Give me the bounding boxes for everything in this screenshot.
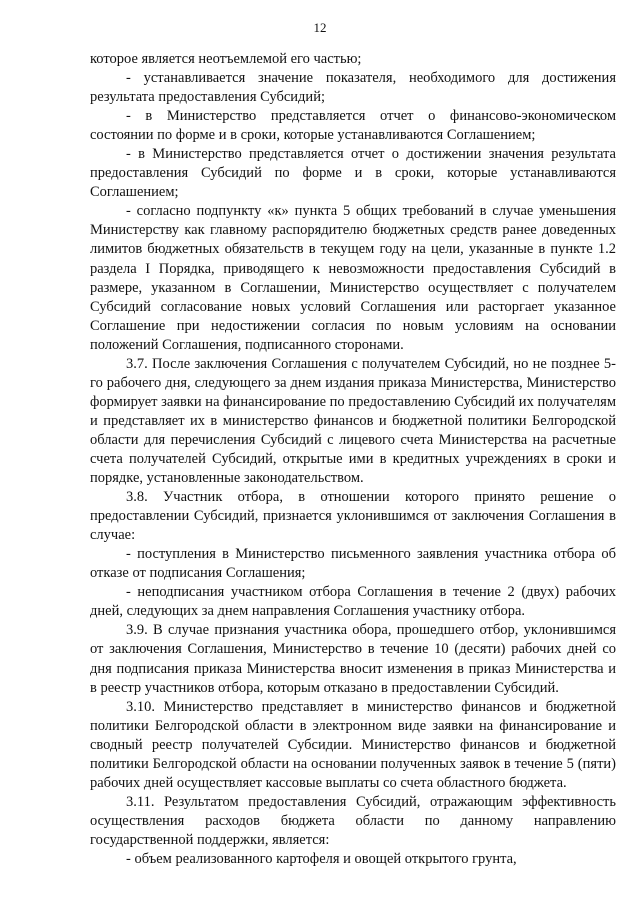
document-body	[90, 50, 616, 869]
paragraph-clause-3-8: 3.8. Участник отбора, в отношении которого принято решение о предоставлении Субсидий, признается уклонившимся от заключения Соглашения в случае:	[90, 489, 616, 544]
paragraph: - поступления в Министерство письменного заявления участника отбора об отказе от подписания Соглашения;	[90, 546, 616, 582]
paragraph: - устанавливается значение показателя, необходимого для достижения результата предоставления Субсидий;	[90, 70, 616, 106]
paragraph: которое является неотъемлемой его частью;	[90, 51, 362, 67]
paragraph: - в Министерство представляется отчет о финансово-экономическом состоянии по форме и в сроки, которые устанавливаются Соглашением;	[90, 108, 616, 144]
paragraph-clause-3-11: 3.11. Результатом предоставления Субсидий, отражающим эффективность осуществления расходов бюджета области по данному направлению государственной поддержки, является:	[90, 793, 616, 848]
page-number: 12	[313, 20, 327, 35]
paragraph: - в Министерство представляется отчет о достижении значения результата предоставления Субсидий по форме и в сроки, которые устанавливаются Соглашением;	[90, 146, 616, 201]
paragraph: - неподписания участником отбора Соглашения в течение 2 (двух) рабочих дней, следующих за днем направления Соглашения участнику отбора.	[90, 584, 616, 620]
paragraph: - согласно подпункту «к» пункта 5 общих требований в случае уменьшения Министерству как главному распорядителю бюджетных средств ранее доведенных лимитов бюджетных обязательств в текущем году на цели, указанные в пункте 1.2 раздела I Порядка, приводящего к невозможности предоставления Субсидий в размере, указанном в Соглашении, Министерство осуществляет с получателем Субсидий согласование новых условий Соглашения или расторгает указанное Соглашение при недостижении согласия по новым условиям на основании положений Соглашения, подписанного сторонами.	[90, 203, 616, 353]
paragraph: - объем реализованного картофеля и овощей открытого грунта,	[126, 850, 517, 867]
paragraph-clause-3-9: 3.9. В случае признания участника обора, прошедшего отбор, уклонившимся от заключения Соглашения, Министерство в течение 10 (десяти) рабочих дней со дня подписания приказа Министерства вносит изменения в приказ Министерства и в реестр участников отбора, которым отказано в предоставлении Субсидий.	[90, 622, 616, 696]
paragraph-clause-3-7: 3.7. После заключения Соглашения с получателем Субсидий, но не позднее 5-го рабочего дня, следующего за днем издания приказа Министерства, Министерство формирует заявки на финансирование по предоставлению Субсидий их получателям и представляет их в министерство финансов и бюджетной политики Белгородской области для перечисления Субсидий с лицевого счета Министерства на расчетные счета получателей Субсидий, открытые ими в кредитных учреждениях в сроки и порядке, установленные законодательством.	[90, 355, 616, 487]
paragraph-clause-3-10: 3.10. Министерство представляет в министерство финансов и бюджетной политики Белгородской области в электронном виде заявки на финансирование и сводный реестр получателей Субсидии. Министерство финансов и бюджетной политики Белгородской области на основании полученных заявок в течение 5 (пяти) рабочих дней осуществляет кассовые выплаты со счета областного бюджета.	[90, 698, 616, 791]
